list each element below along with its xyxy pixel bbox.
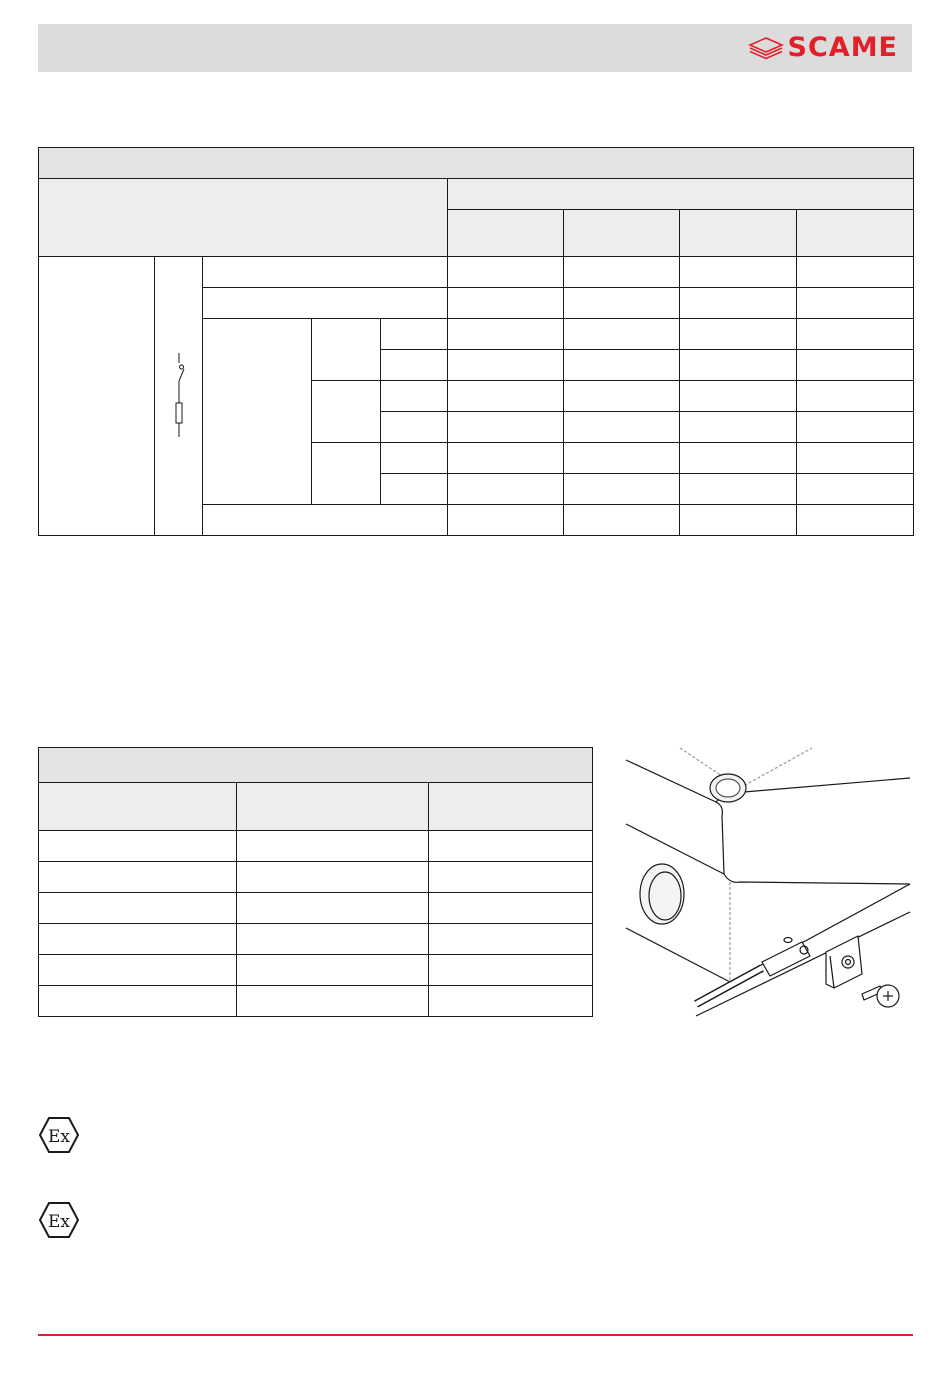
table-cell: [797, 474, 914, 505]
switch-spec-table: [38, 147, 914, 536]
table-header-row: [39, 783, 593, 831]
table-cell: [39, 955, 237, 986]
table-cell: [448, 288, 564, 319]
table-cell: [429, 955, 593, 986]
table-cell: [797, 381, 914, 412]
table-cell: [312, 443, 381, 505]
table-cell: [237, 893, 429, 924]
table-cell: [564, 412, 680, 443]
table-cell: [564, 381, 680, 412]
table-header-row: [39, 179, 914, 210]
table-cell: [680, 381, 797, 412]
table-cell: [797, 443, 914, 474]
subheader-cell: [680, 210, 797, 257]
table-row: [39, 257, 914, 288]
table-cell: [237, 924, 429, 955]
table-cell: [39, 893, 237, 924]
table-cell: [203, 505, 448, 536]
table-row: [39, 955, 593, 986]
earth-conductor-table: [38, 747, 593, 1017]
table-cell: [39, 924, 237, 955]
table-cell: [564, 505, 680, 536]
table-cell: [680, 474, 797, 505]
table-cell: [448, 381, 564, 412]
subheader-cell: [797, 210, 914, 257]
table-cell: [448, 257, 564, 288]
ex-hexagon-icon: [38, 1201, 80, 1239]
table-cell: [797, 288, 914, 319]
table-cell: [448, 319, 564, 350]
table-cell: [680, 412, 797, 443]
table-row: [39, 831, 593, 862]
header-cell: [429, 783, 593, 831]
table-cell: [448, 412, 564, 443]
table-cell: [448, 474, 564, 505]
table-cell: [797, 319, 914, 350]
table-cell: [39, 831, 237, 862]
row-group-cell: [39, 257, 155, 536]
table-cell: [39, 862, 237, 893]
table-cell: [680, 319, 797, 350]
table-title-row: [39, 148, 914, 179]
table-cell: [381, 443, 448, 474]
table-cell: [680, 288, 797, 319]
table-title-cell: [39, 748, 593, 783]
table-cell: [237, 862, 429, 893]
switch-fuse-symbol-icon: [169, 353, 189, 437]
ex-hexagon-icon: [38, 1116, 80, 1154]
table-cell: [429, 862, 593, 893]
table-cell: [203, 319, 312, 505]
table-cell: [237, 955, 429, 986]
table-title-row: [39, 748, 593, 783]
table-cell: [381, 350, 448, 381]
table-cell: [381, 412, 448, 443]
table-cell: [564, 257, 680, 288]
table-cell: [564, 474, 680, 505]
footer-accent-line: [38, 1334, 913, 1336]
table-cell: [797, 257, 914, 288]
svg-text:Ex: Ex: [48, 1212, 70, 1232]
table-cell: [381, 474, 448, 505]
table-row: [39, 862, 593, 893]
brand-logo: [748, 34, 898, 62]
table-cell: [680, 505, 797, 536]
header-cell: [237, 783, 429, 831]
table-cell: [564, 288, 680, 319]
table-cell: [429, 924, 593, 955]
table-cell: [429, 893, 593, 924]
table-cell: [564, 443, 680, 474]
header-group-cell: [448, 179, 914, 210]
table-cell: [797, 505, 914, 536]
subheader-cell: [564, 210, 680, 257]
table-cell: [203, 288, 448, 319]
table-cell: [797, 350, 914, 381]
table-cell: [39, 986, 237, 1017]
table-row: [39, 924, 593, 955]
table-cell: [448, 443, 564, 474]
stacked-layers-icon: [748, 36, 784, 60]
subheader-cell: [448, 210, 564, 257]
enclosure-earth-terminal-illustration: [612, 746, 912, 1018]
table-cell: [237, 986, 429, 1017]
table-cell: [312, 319, 381, 381]
table-row: [39, 893, 593, 924]
table-cell: [564, 350, 680, 381]
table-cell: [381, 319, 448, 350]
table-cell: [429, 986, 593, 1017]
brand-name: SCAME: [787, 32, 898, 63]
svg-text:Ex: Ex: [48, 1127, 70, 1147]
table-cell: [448, 350, 564, 381]
table-cell: [203, 257, 448, 288]
table-cell: [797, 412, 914, 443]
table-cell: [680, 350, 797, 381]
table-cell: [429, 831, 593, 862]
table-cell: [237, 831, 429, 862]
table-cell: [680, 443, 797, 474]
header-description-cell: [39, 179, 448, 257]
table-cell: [564, 319, 680, 350]
table-cell: [448, 505, 564, 536]
symbol-cell: [155, 257, 203, 536]
header-cell: [39, 783, 237, 831]
table-title-cell: [39, 148, 914, 179]
table-cell: [312, 381, 381, 443]
table-cell: [680, 257, 797, 288]
table-cell: [381, 381, 448, 412]
table-row: [39, 986, 593, 1017]
header-bar: [38, 24, 912, 72]
